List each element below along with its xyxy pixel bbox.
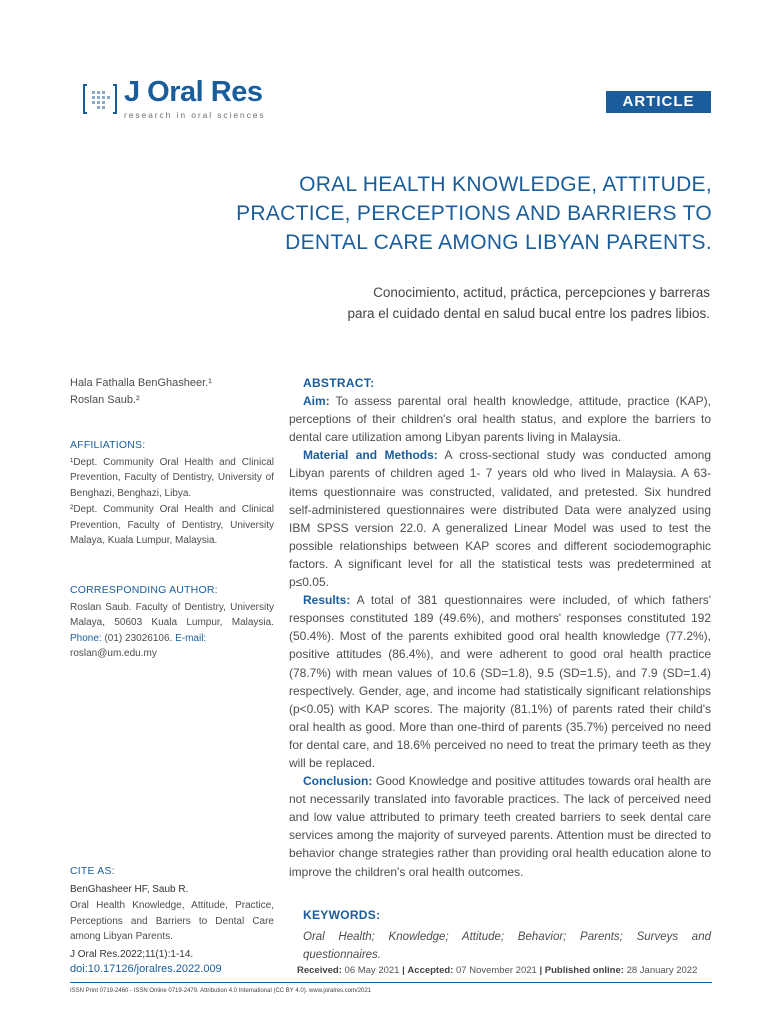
article-title [192,170,712,257]
cite-authors: BenGhasheer HF, Saub R. [70,883,189,895]
affiliations-section [70,438,274,549]
corresponding-details [70,600,274,662]
accepted-date: 07 November 2021 [453,965,540,976]
methods-text: A cross-sectional study was conducted among Libyan parents of children aged 1- 7 years old who lived in Malaysia. A 63-items questionnaire was constructed, validated, and pretested. Six hundred self-administered questionnaires were distributed Data were analyzed using IBM SPSS version 22.0. A generalized Linear Model was used to test the possible relationships between KAP scores and different sociodemographic factors. A significant level for all the statistical tests was predetermined at p≤0.05. [289,448,711,590]
article-type-badge: ARTICLE [606,91,711,113]
received-label: Received: [297,965,342,976]
corresponding-address: Faculty of Dentistry, University Malaya, 50603 Kuala Lumpur, Malaysia. [70,601,274,628]
conclusion-text: Good Knowledge and positive attitudes towards oral health are not necessarily translated into favorable practices. The lack of perceived need and low value attributed to primary teeth created barriers to seek dental care services among the majority of surveyed parents. Attention must be directed to behavior change strategies rather than providing oral health education alone to improve the children's oral health outcomes. [289,774,711,879]
abstract-results [289,591,711,772]
abstract-conclusion [289,772,711,881]
author-name: Roslan Saub.² [70,394,140,406]
aim-text: To assess parental oral health knowledge, attitude, practice (KAP), perceptions of their children's oral health status, and explore the barriers to dental care utilization among Libyan parents living in Malaysia. [289,394,711,445]
received-date: 06 May 2021 [341,965,403,976]
title-line: PRACTICE, PERCEPTIONS AND BARRIERS TO [236,202,712,225]
corresponding-author-section [70,583,274,662]
abstract-methods [289,446,711,591]
cite-title: Oral Health Knowledge, Attitude, Practice, Perceptions and Barriers to Dental Care among Libyan Parents. [70,900,274,942]
keywords-section [289,906,711,964]
published-label: Published online: [544,965,624,976]
methods-label: Material and Methods: [303,448,438,463]
subtitle-line: Conocimiento, actitud, práctica, percepciones y barreras [373,285,710,300]
abstract-section [289,374,711,881]
publication-dates: Received: 06 May 2021 | Accepted: 07 November 2021 | Published online: 28 January 2022 [297,965,698,976]
journal-logo-icon [82,82,118,116]
results-text: A total of 381 questionnaires were included, of which fathers' responses constituted 189 (49.6%), and mothers' responses constituted 192 (50.4%). Most of the parents exhibited good oral health knowledge (77.2%), positive attitudes (86.4%), and were adherent to good oral health practice (78.7%) with mean values of 10.6 (SD=1.8), 9.5 (SD=1.5), and 7.9 (SD=1.4) respectively. Gender, age, and income had statistically significant relationships (p<0.05) with KAP scores. The majority (81.1%) of parents rated their child's oral health as good. More than one-third of parents (35.7%) perceived no need for dental care, and 18.6% perceived no need to treat the primary teeth as they will be replaced. [289,593,711,770]
aim-label: Aim: [303,394,330,409]
subtitle-line: para el cuidado dental en salud bucal entre los padres libios. [347,306,710,321]
title-line: ORAL HEALTH KNOWLEDGE, ATTITUDE, [299,173,712,196]
phone-label: Phone: [70,632,102,644]
article-subtitle [190,282,710,324]
affiliation-item: ²Dept. Community Oral Health and Clinical Prevention, Faculty of Dentistry, University Malaya, Kuala Lumpur, Malaysia. [70,504,274,546]
abstract-aim [289,392,711,446]
phone-number: (01) 23026106. [101,632,176,644]
published-date: 28 January 2022 [623,965,698,976]
conclusion-label: Conclusion: [303,774,373,789]
issn-footer: ISSN Print 0719-2460 - ISSN Online 0719-2479. Attribution 4.0 International (CC BY 4.0). www.joralres.com/2021 [70,988,372,994]
journal-name: J Oral Res [124,76,263,108]
email-label: E-mail: [175,632,207,644]
cite-as-section [70,864,274,978]
corresponding-name: Roslan Saub. [70,601,132,613]
results-label: Results: [303,593,351,608]
affiliation-item: ¹Dept. Community Oral Health and Clinical Prevention, Faculty of Dentistry, University of Benghazi, Benghazi, Libya. [70,456,274,499]
cite-heading: CITE AS: [70,865,115,877]
corresponding-heading: CORRESPONDING AUTHOR: [70,584,218,596]
title-line: DENTAL CARE AMONG LIBYAN PARENTS. [285,231,712,254]
email-link[interactable]: roslan@um.edu.my [70,648,157,659]
cite-journal: J Oral Res.2022;11(1):1-14. [70,948,194,960]
keywords-text: Oral Health; Knowledge; Attitude; Behavior; Parents; Surveys and questionnaires. [303,931,711,962]
journal-logo [82,76,282,124]
doi-link[interactable]: doi:10.17126/joralres.2022.009 [70,963,222,975]
keywords-heading: KEYWORDS: [303,908,381,922]
author-name: Hala Fathalla BenGhasheer.¹ [70,377,212,389]
accepted-label: Accepted: [407,965,454,976]
affiliations-heading: AFFILIATIONS: [70,439,146,451]
journal-tagline: research in oral sciences [124,110,266,120]
abstract-heading: ABSTRACT: [303,376,375,390]
footer-divider [70,982,712,983]
author-list [70,375,274,409]
